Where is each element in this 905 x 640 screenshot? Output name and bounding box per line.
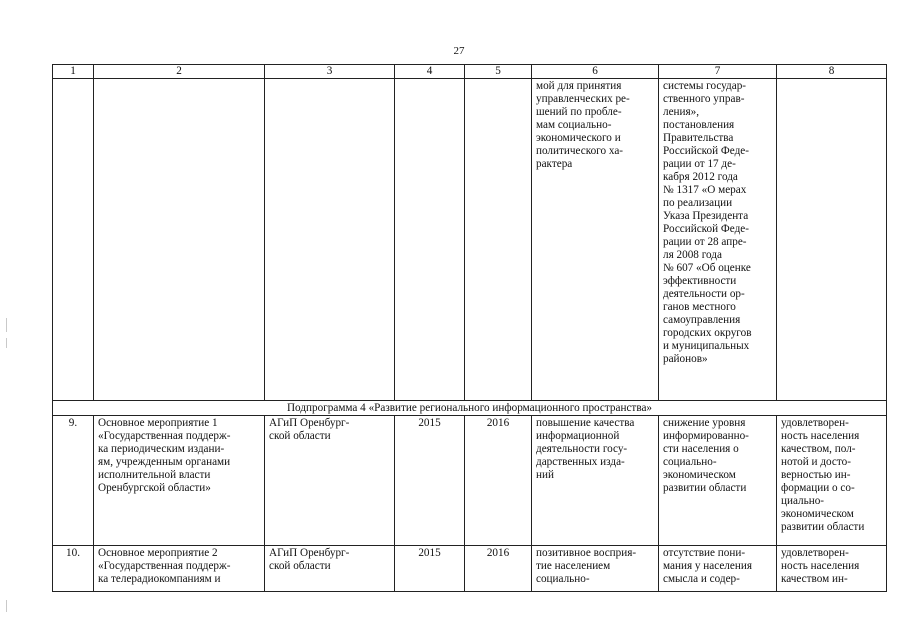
consequence: снижение уровня информированно- сти населения о социально- экономическом развитии области bbox=[659, 416, 777, 546]
column-number-6: 6 bbox=[532, 65, 659, 79]
measure-name: Основное мероприятие 1 «Государственная поддерж- ка периодическим издани- ям, учрежденным органами исполнительной власти Оренбургской области» bbox=[94, 416, 265, 546]
measures-table bbox=[52, 64, 887, 592]
end-year: 2016 bbox=[465, 546, 532, 592]
measure-name: Основное мероприятие 2 «Государственная поддерж- ка телерадиокомпаниям и bbox=[94, 546, 265, 592]
table-row bbox=[53, 546, 887, 592]
column-number-4: 4 bbox=[395, 65, 465, 79]
cell-consequence: системы государ- ственного управ- ления», постановления Правительства Российской Феде- рации от 17 де- кабря 2012 года № 1317 «О мерах по реализации Указа Президента Российской Феде- рации от 28 апре- ля 2008 года № 607 «Об оценке эффективности деятельности ор- ганов местного самоуправления городских округов и муниципальных районов» bbox=[659, 79, 777, 401]
executor: АГиП Оренбург- ской области bbox=[265, 546, 395, 592]
cell-start-year bbox=[395, 79, 465, 401]
row-number: 10. bbox=[53, 546, 94, 592]
continuation-row bbox=[53, 79, 887, 401]
cell-number bbox=[53, 79, 94, 401]
column-number-5: 5 bbox=[465, 65, 532, 79]
column-number-7: 7 bbox=[659, 65, 777, 79]
column-number-row bbox=[53, 65, 887, 79]
expected-result: позитивное восприя- тие населением социально- bbox=[532, 546, 659, 592]
scan-edge-mark bbox=[6, 318, 7, 332]
page-number: 27 bbox=[453, 45, 465, 57]
cell-measure-name bbox=[94, 79, 265, 401]
cell-indicator bbox=[777, 79, 887, 401]
cell-executor bbox=[265, 79, 395, 401]
start-year: 2015 bbox=[395, 416, 465, 546]
subprogram-row bbox=[53, 401, 887, 416]
subprogram-title: Подпрограмма 4 «Развитие регионального информационного пространства» bbox=[53, 401, 887, 416]
column-number-1: 1 bbox=[53, 65, 94, 79]
expected-result: повышение качества информационной деятельности госу- дарственных изда- ний bbox=[532, 416, 659, 546]
row-number: 9. bbox=[53, 416, 94, 546]
table-row bbox=[53, 416, 887, 546]
consequence: отсутствие пони- мания у населения смысла и содер- bbox=[659, 546, 777, 592]
scan-edge-mark bbox=[6, 600, 7, 612]
column-number-2: 2 bbox=[94, 65, 265, 79]
cell-end-year bbox=[465, 79, 532, 401]
column-number-8: 8 bbox=[777, 65, 887, 79]
cell-expected-result: мой для принятия управленческих ре- шений по пробле- мам социально- экономического и политического ха- рактера bbox=[532, 79, 659, 401]
indicator: удовлетворен- ность населения качеством, пол- нотой и досто- верностью ин- формации о со- циально- экономическом развитии области bbox=[777, 416, 887, 546]
end-year: 2016 bbox=[465, 416, 532, 546]
column-number-3: 3 bbox=[265, 65, 395, 79]
start-year: 2015 bbox=[395, 546, 465, 592]
indicator: удовлетворен- ность населения качеством ин- bbox=[777, 546, 887, 592]
executor: АГиП Оренбург- ской области bbox=[265, 416, 395, 546]
scan-edge-mark bbox=[6, 338, 7, 348]
